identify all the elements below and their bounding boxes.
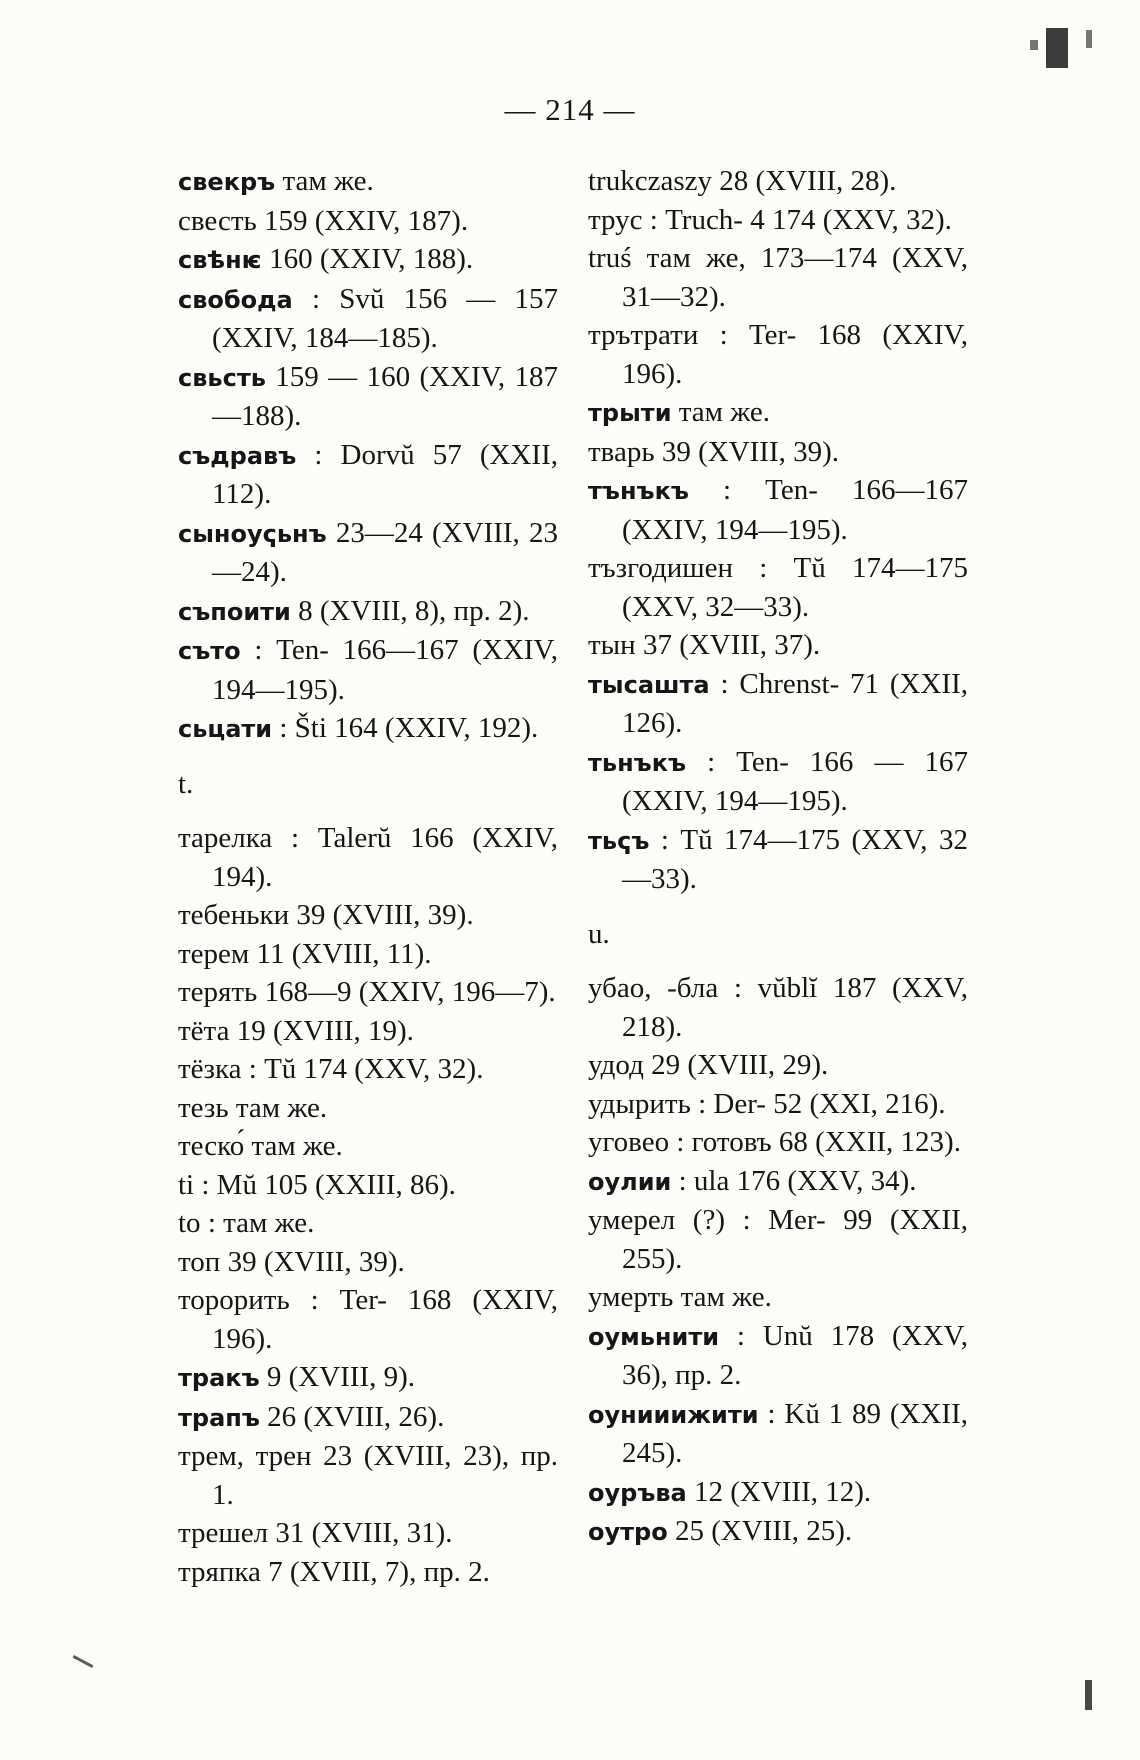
entry-reference: : Svŭ 156 — 157 (XXIV, 184—185). (212, 282, 558, 354)
index-entry (178, 162, 558, 202)
entry-reference: : Kŭ 1 89 (XXII, 245). (622, 1397, 968, 1469)
index-entry (178, 358, 558, 436)
index-entry (588, 1278, 968, 1317)
entry-reference: : Šti 164 (XXIV, 192). (272, 712, 539, 744)
entry-headword: трус (588, 203, 643, 236)
entry-reference: 23 (XVIII, 23), пр. 1. (212, 1440, 558, 1511)
index-entry (588, 239, 968, 316)
index-entry (178, 1514, 558, 1553)
entry-reference: : Truch- 4 174 (XXV, 32). (642, 203, 952, 236)
entry-reference: 8 (XVIII, 8), пр. 2). (290, 594, 530, 627)
letter-heading: t. (178, 767, 194, 800)
entry-headword: удырить (588, 1087, 691, 1120)
entry-headword: trukczaszy (588, 165, 712, 197)
entry-reference: : Ten- 166 — 167 (XXIV, 194—195). (622, 745, 968, 817)
entry-headword: тарелка (178, 822, 273, 854)
entry-reference: 28 (XVIII, 28). (712, 165, 897, 197)
entry-headword: сьцати (178, 715, 273, 743)
entry-reference: 11 (XVIII, 11). (249, 937, 432, 970)
left-column (178, 162, 558, 1591)
index-entry (588, 1123, 968, 1162)
entry-headword: тънъкъ (588, 477, 689, 505)
entry-headword: топ (178, 1245, 221, 1278)
index-entry (588, 665, 968, 743)
index-entry (588, 393, 968, 433)
entry-reference: : готовъ 68 (XXII, 123). (669, 1126, 961, 1158)
entry-headword: сыноуҁьнъ (178, 519, 327, 548)
entry-reference: 29 (XVIII, 29). (643, 1049, 829, 1081)
entry-headword: удод (588, 1049, 644, 1081)
index-entry (178, 514, 558, 592)
index-entry (588, 201, 968, 240)
index-entry (588, 626, 968, 665)
entry-reference: : Mer- 99 (XXII, 255). (622, 1204, 968, 1275)
entry-reference: там же. (275, 165, 374, 197)
index-entry (178, 1089, 558, 1128)
index-entry (178, 709, 558, 749)
entry-reference: : Ter- 168 (XXIV, 196). (212, 1284, 558, 1355)
index-entry (588, 969, 968, 1046)
entry-headword: тёзка (178, 1053, 242, 1085)
entry-headword: торорить (178, 1284, 290, 1316)
entry-headword: терять (178, 976, 258, 1008)
entry-reference: : Tŭ 174—175 (XXV, 32—33). (622, 552, 968, 623)
entry-headword: трътрати (588, 319, 699, 351)
index-entry (178, 280, 558, 358)
index-entry (588, 821, 968, 899)
entry-reference: там же. (671, 396, 771, 428)
index-entry (588, 471, 968, 549)
entry-reference: 23—24 (XVIII, 23—24). (212, 516, 558, 588)
scan-speck (1086, 30, 1092, 48)
index-entry (178, 1281, 558, 1358)
entry-reference: там же. (673, 1281, 772, 1313)
entry-headword: тьҁъ (588, 826, 650, 855)
entry-reference: 159 (XXIV, 187). (256, 204, 469, 237)
entry-reference: 39 (XVIII, 39). (654, 435, 840, 468)
entry-headword: съто (178, 637, 241, 665)
entry-reference: 39 (XVIII, 39). (220, 1245, 405, 1278)
entry-reference: 168—9 (XXIV, 196—7). (257, 976, 556, 1008)
entry-headword: съдравъ (178, 441, 297, 470)
entry-reference: : Tŭ 174 (XXV, 32). (241, 1053, 484, 1085)
entry-reference: : Der- 52 (XXI, 216). (690, 1087, 946, 1120)
entry-headword: умерел (?) (588, 1204, 725, 1236)
index-entry (588, 549, 968, 626)
entry-headword: тёта (178, 1014, 230, 1047)
entry-headword: уговео (588, 1126, 670, 1158)
index-entry (178, 1127, 558, 1166)
entry-headword: трешел (178, 1517, 269, 1549)
letter-heading: u. (588, 917, 610, 950)
entry-headword: трапъ (178, 1403, 260, 1432)
entry-headword: оутро (588, 1518, 668, 1546)
index-entry (588, 1046, 968, 1085)
index-entry (588, 1085, 968, 1124)
entry-reference: 31 (XVIII, 31). (268, 1517, 453, 1549)
entry-reference: 9 (XVIII, 9). (259, 1361, 416, 1393)
entry-headword: оумьнити (588, 1322, 720, 1351)
scan-speck (1085, 1680, 1092, 1710)
index-entry (178, 240, 558, 280)
entry-headword: свьсть (178, 363, 266, 392)
entry-headword: съпоити (178, 597, 291, 626)
index-entry (178, 896, 558, 935)
entry-reference: : Mŭ 105 (XXIII, 86). (194, 1168, 456, 1201)
index-entry (178, 973, 558, 1012)
entry-headword: свѣнѥ (178, 246, 262, 274)
index-entry (178, 436, 558, 514)
entry-reference: 39 (XVIII, 39). (289, 899, 474, 931)
entry-reference: 37 (XVIII, 37). (635, 629, 821, 661)
index-entry (178, 1166, 558, 1205)
entry-headword: свобода (178, 285, 293, 314)
entry-headword: тьнъкъ (588, 748, 687, 777)
index-entry (588, 1317, 968, 1395)
entry-headword: теско́ (178, 1130, 245, 1162)
entry-headword: трем, трен (178, 1440, 312, 1472)
entry-reference: 7 (XVIII, 7), пр. 2. (260, 1555, 490, 1588)
right-column (588, 162, 968, 1552)
index-entry (178, 1437, 558, 1514)
entry-reference: 12 (XVIII, 12). (686, 1475, 872, 1508)
entry-reference: там же, 173—174 (XXV, 31—32). (622, 242, 968, 313)
entry-reference: : Ten- 166—167 (XXIV, 194—195). (212, 634, 558, 706)
entry-headword: truś (588, 242, 632, 274)
index-entry (588, 433, 968, 472)
entry-reference: 26 (XVIII, 26). (259, 1400, 445, 1433)
entry-reference: там же. (244, 1130, 343, 1162)
entry-reference: : Chrenst- 71 (XXII, 126). (622, 667, 968, 739)
index-entry (178, 935, 558, 974)
index-entry (588, 1162, 968, 1202)
index-entry (178, 1243, 558, 1282)
entry-headword: тысашта (588, 670, 710, 699)
index-entry (178, 1358, 558, 1398)
entry-headword: ti (178, 1168, 195, 1201)
entry-headword: тряпка (178, 1555, 261, 1588)
entry-reference: 159 — 160 (XXIV, 187—188). (212, 360, 558, 432)
entry-headword: умерть (588, 1281, 674, 1313)
index-entry (588, 316, 968, 393)
index-entry (178, 631, 558, 709)
entry-reference: : Talerŭ 166 (XXIV, 194). (212, 822, 558, 893)
scan-speck (1030, 40, 1038, 50)
entry-reference: 25 (XVIII, 25). (667, 1515, 853, 1547)
index-entry (588, 743, 968, 821)
entry-headword: тъзгодишен (588, 552, 733, 584)
index-entry (178, 1553, 558, 1592)
scan-speck (1046, 28, 1068, 68)
index-entry (178, 592, 558, 632)
index-entry (588, 1512, 968, 1552)
entry-reference: : Ter- 168 (XXIV, 196). (622, 319, 968, 390)
entry-headword: убао, -бла (588, 972, 719, 1004)
index-entry (588, 1473, 968, 1513)
entry-headword: тебеньки (178, 899, 290, 931)
index-entry (178, 1204, 558, 1243)
entry-headword: трыти (588, 399, 672, 427)
scan-speck (73, 1655, 94, 1668)
entry-headword: оуръва (588, 1478, 687, 1507)
entry-reference: 19 (XVIII, 19). (229, 1014, 414, 1047)
entry-headword: терем (178, 937, 250, 970)
index-entry (178, 819, 558, 896)
entry-reference: : Dorvŭ 57 (XXII, 112). (212, 438, 558, 510)
entry-headword: оулии (588, 1167, 672, 1196)
entry-reference: 160 (XXIV, 188). (261, 243, 474, 275)
entry-headword: свесть (178, 204, 257, 237)
index-entry (588, 1395, 968, 1473)
index-entry (178, 1050, 558, 1089)
index-entry (178, 1012, 558, 1051)
index-entry (588, 1201, 968, 1278)
entry-headword: тварь (588, 435, 655, 468)
entry-headword: to (178, 1207, 201, 1239)
entry-headword: тезь (178, 1091, 229, 1124)
page-number: — 214 — (504, 92, 636, 127)
index-entry (178, 1398, 558, 1438)
index-entry (178, 202, 558, 241)
entry-reference: : vŭblĭ 187 (XXV, 218). (622, 972, 968, 1043)
entry-headword: тракъ (178, 1364, 260, 1392)
entry-reference: : Unŭ 178 (XXV, 36), пр. 2. (622, 1319, 968, 1391)
entry-reference: : Tŭ 174—175 (XXV, 32—33). (622, 823, 968, 895)
entry-reference: : ula 176 (XXV, 34). (671, 1164, 917, 1197)
entry-headword: оунииижити (588, 1400, 759, 1429)
index-entry (588, 162, 968, 201)
entry-reference: : Ten- 166—167 (XXIV, 194—195). (622, 474, 968, 546)
entry-headword: тын (588, 629, 636, 661)
entry-reference: : там же. (200, 1207, 315, 1239)
entry-headword: свекръ (178, 168, 276, 196)
entry-reference: там же. (228, 1091, 328, 1124)
